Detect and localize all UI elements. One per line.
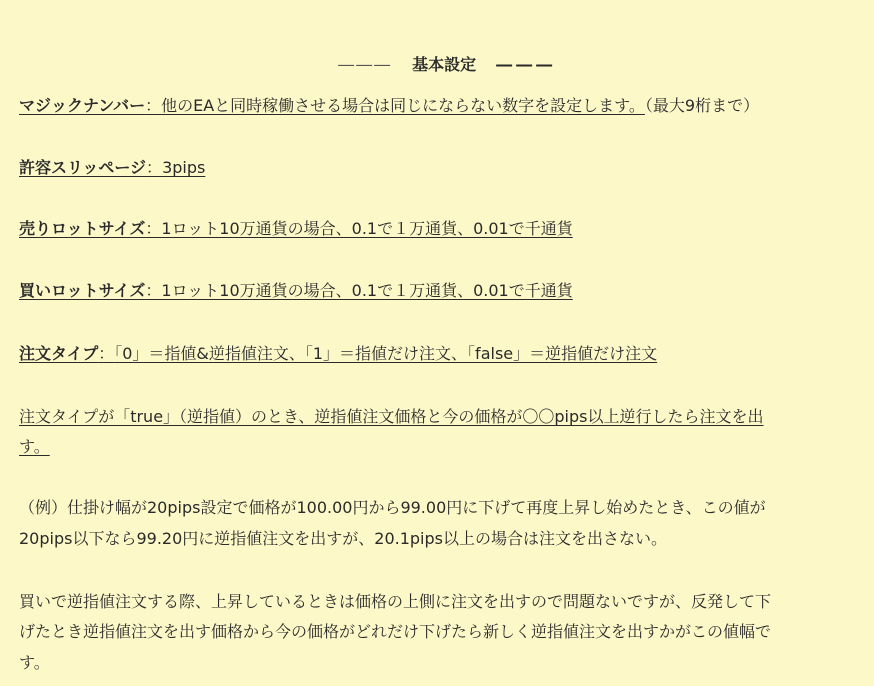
setting-underlined [19, 96, 645, 115]
setting-label: マジックナンバー [19, 96, 146, 115]
setting-label: 注文タイプ [19, 344, 99, 363]
setting-label: 買いロットサイズ [19, 281, 146, 300]
buy-paragraph-line [19, 588, 854, 616]
heading-title: 基本設定 [412, 55, 477, 74]
buy-text: す。 [19, 653, 50, 672]
heading-dash-right: ――― [496, 55, 557, 74]
setting-underlined [19, 281, 573, 300]
setting-buy-lot-size [19, 277, 854, 305]
setting-underlined [19, 219, 573, 238]
setting-separator: ： [145, 281, 162, 300]
trigger-text: す。 [19, 437, 50, 456]
setting-label: 許容スリッページ [19, 158, 147, 177]
setting-note: （最大9桁まで） [644, 96, 760, 115]
example-text: （例）仕掛け幅が20pips設定で価格が100.00円から99.00円に下げて再度上昇し始めたとき、この値が [19, 498, 766, 517]
setting-value: 「0」＝指値&逆指値注文、「1」＝指値だけ注文、「false」＝逆指値だけ注文 [114, 344, 658, 363]
example-text: 20pips以下なら99.20円に逆指値注文を出すが、20.1pips以上の場合は注文を出さない。 [19, 529, 667, 548]
buy-paragraph-line [19, 618, 854, 646]
setting-label: 売りロットサイズ [19, 219, 146, 238]
setting-separator: ： [146, 158, 163, 177]
buy-text: 買いで逆指値注文する際、上昇しているときは価格の上側に注文を出すので問題ないですが、反発して下 [19, 592, 772, 611]
setting-order-type [19, 340, 854, 368]
section-heading [0, 33, 874, 94]
setting-value: 他のEAと同時稼働させる場合は同じにならない数字を設定します。 [161, 96, 645, 115]
trigger-text: 注文タイプが「true」（逆指値）のとき、逆指値注文価格と今の価格が〇〇pips以上逆行したら注文を出 [19, 407, 764, 426]
setting-value: 1ロット10万通貨の場合、0.1で１万通貨、0.01で千通貨 [161, 219, 573, 238]
setting-magic-number [19, 92, 854, 120]
example-paragraph-line [19, 525, 854, 553]
trigger-paragraph-line [19, 433, 854, 461]
setting-separator: ： [98, 344, 115, 363]
setting-separator: ： [145, 96, 162, 115]
setting-underlined [19, 344, 657, 363]
setting-separator: ： [145, 219, 162, 238]
setting-underlined [19, 158, 205, 177]
setting-slippage [19, 154, 854, 182]
setting-value: 3pips [162, 158, 206, 177]
setting-value: 1ロット10万通貨の場合、0.1で１万通貨、0.01で千通貨 [161, 281, 573, 300]
buy-text: げたとき逆指値注文を出す価格から今の価格がどれだけ下げたら新しく逆指値注文を出すかがこの値幅で [19, 622, 772, 641]
example-paragraph-line [19, 494, 854, 522]
trigger-paragraph-line [19, 403, 854, 431]
setting-sell-lot-size [19, 215, 854, 243]
heading-dash-left: ――― [338, 55, 393, 74]
buy-paragraph-line [19, 649, 854, 677]
